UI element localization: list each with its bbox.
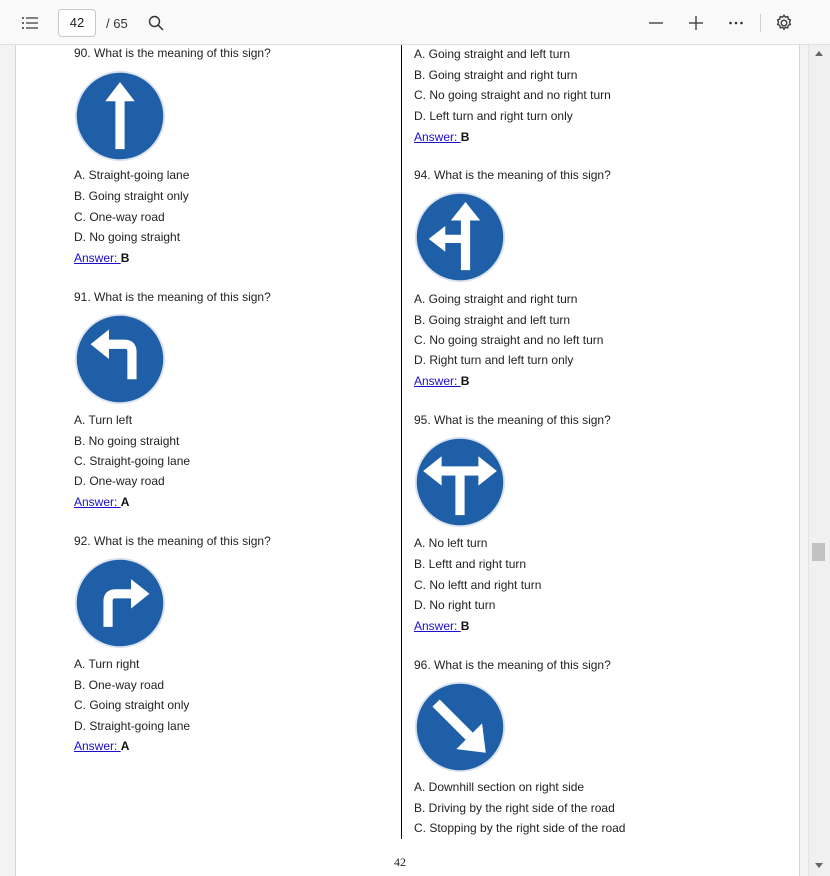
turn-right-sign bbox=[74, 557, 166, 649]
question-title: 90. What is the meaning of this sign? bbox=[74, 46, 271, 60]
column-divider bbox=[401, 45, 402, 839]
answer-value: A bbox=[120, 495, 130, 509]
more-options-icon[interactable] bbox=[724, 12, 748, 34]
answer-link[interactable]: Answer: bbox=[74, 495, 121, 509]
answer-option: D. One-way road bbox=[74, 474, 165, 488]
answer-option: C. No going straight and no right turn bbox=[414, 88, 611, 102]
answer-option: D. No going straight bbox=[74, 230, 181, 244]
question-title: 92. What is the meaning of this sign? bbox=[74, 534, 271, 548]
answer-option: B. No going straight bbox=[74, 434, 180, 448]
answer-option: D. Left turn and right turn only bbox=[414, 109, 573, 123]
answer-option: D. Straight-going lane bbox=[74, 719, 191, 733]
search-icon[interactable] bbox=[144, 12, 168, 34]
answer-option: C. One-way road bbox=[74, 210, 165, 224]
answer-option: D. No right turn bbox=[414, 598, 496, 612]
keep-right-sign bbox=[414, 681, 506, 773]
answer-option: C. Stopping by the right side of the road bbox=[414, 821, 626, 835]
document-viewport[interactable] bbox=[0, 45, 808, 876]
zoom-out-icon[interactable] bbox=[644, 12, 668, 34]
answer-option: C. No leftt and right turn bbox=[414, 578, 542, 592]
contents-icon[interactable] bbox=[18, 12, 42, 34]
answer-option: A. Going straight and left turn bbox=[414, 47, 571, 61]
answer-link[interactable]: Answer: bbox=[414, 619, 461, 633]
question-title: 94. What is the meaning of this sign? bbox=[414, 168, 611, 182]
question-title: 95. What is the meaning of this sign? bbox=[414, 413, 611, 427]
answer bbox=[74, 495, 129, 509]
answer-link[interactable]: Answer: bbox=[414, 130, 461, 144]
answer-value: B bbox=[120, 251, 130, 265]
scrollbar-thumb[interactable] bbox=[812, 543, 825, 561]
answer-option: A. No left turn bbox=[414, 536, 488, 550]
turn-left-sign bbox=[74, 313, 166, 405]
answer-value: B bbox=[460, 374, 470, 388]
answer-option: A. Straight-going lane bbox=[74, 168, 190, 182]
answer bbox=[74, 739, 129, 753]
vertical-scrollbar[interactable] bbox=[808, 45, 830, 876]
page-number-footer: 42 bbox=[394, 855, 406, 869]
zoom-in-icon[interactable] bbox=[684, 12, 708, 34]
answer-option: C. Going straight only bbox=[74, 698, 190, 712]
page-number-input[interactable]: 42 bbox=[58, 9, 96, 37]
answer-option: B. Going straight and left turn bbox=[414, 313, 571, 327]
settings-icon[interactable] bbox=[772, 11, 796, 35]
answer-option: C. No going straight and no left turn bbox=[414, 333, 604, 347]
answer-option: A. Turn left bbox=[74, 413, 133, 427]
answer-option: B. Going straight only bbox=[74, 189, 189, 203]
left-or-right-sign bbox=[414, 436, 506, 528]
answer-value: A bbox=[120, 739, 130, 753]
answer-value: B bbox=[460, 619, 470, 633]
toolbar-separator bbox=[760, 14, 761, 32]
answer-value: B bbox=[460, 130, 470, 144]
straight-arrow-sign bbox=[74, 70, 166, 162]
answer bbox=[74, 251, 129, 265]
question-title: 91. What is the meaning of this sign? bbox=[74, 290, 271, 304]
scroll-down-arrow-icon[interactable] bbox=[815, 863, 823, 868]
answer-option: C. Straight-going lane bbox=[74, 454, 191, 468]
scroll-up-arrow-icon[interactable] bbox=[815, 51, 823, 56]
answer-link[interactable]: Answer: bbox=[74, 251, 121, 265]
pdf-page bbox=[15, 45, 800, 876]
answer-option: B. Driving by the right side of the road bbox=[414, 801, 615, 815]
answer-option: A. Downhill section on right side bbox=[414, 780, 585, 794]
pdf-toolbar bbox=[0, 0, 830, 45]
answer-option: B. Going straight and right turn bbox=[414, 68, 578, 82]
answer-option: B. Leftt and right turn bbox=[414, 557, 527, 571]
answer-option: A. Turn right bbox=[74, 657, 140, 671]
answer-link[interactable]: Answer: bbox=[414, 374, 461, 388]
answer bbox=[414, 374, 469, 388]
answer-option: A. Going straight and right turn bbox=[414, 292, 578, 306]
answer-option: B. One-way road bbox=[74, 678, 165, 692]
straight-or-left-sign bbox=[414, 191, 506, 283]
answer-link[interactable]: Answer: bbox=[74, 739, 121, 753]
answer-option: D. Right turn and left turn only bbox=[414, 353, 574, 367]
answer bbox=[414, 130, 469, 144]
page-total: / 65 bbox=[106, 16, 128, 31]
answer bbox=[414, 619, 469, 633]
question-title: 96. What is the meaning of this sign? bbox=[414, 658, 611, 672]
